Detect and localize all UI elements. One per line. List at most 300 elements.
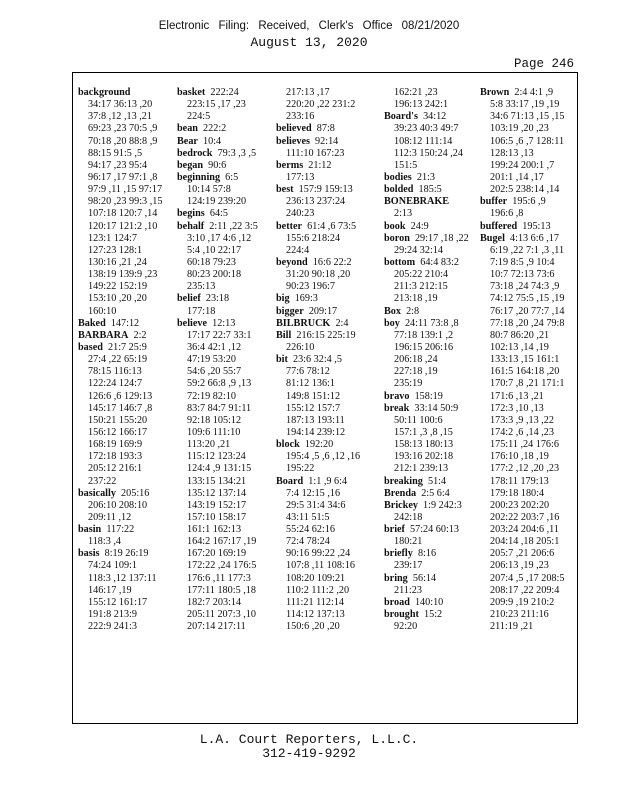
index-refs: 174:2 ,6 ,14 ,23 — [490, 426, 554, 438]
index-refs: 80:7 86:20 ,21 — [490, 329, 550, 341]
index-line — [78, 196, 178, 208]
index-line — [480, 378, 580, 390]
index-refs: 70:18 ,20 88:8 ,9 — [88, 135, 158, 147]
index-line — [480, 463, 580, 475]
index-refs: 96:17 ,17 97:1 ,8 — [88, 171, 158, 183]
index-refs: 172:22 ,24 176:5 — [187, 560, 257, 572]
index-refs: 164:2 167:17 ,19 — [187, 536, 257, 548]
index-refs: 167:20 169:19 — [187, 548, 247, 560]
index-refs: 177:13 — [286, 171, 315, 183]
index-line — [276, 585, 376, 597]
index-line — [384, 123, 484, 135]
index-refs: 111:21 112:14 — [286, 596, 345, 608]
index-term: bedrock — [177, 147, 213, 159]
index-refs: 6:5 — [225, 171, 239, 183]
index-refs: 177:2 ,12 ,20 ,23 — [490, 463, 560, 475]
index-line — [384, 233, 484, 245]
index-refs: 175:11 ,24 176:6 — [490, 439, 559, 451]
index-line — [276, 391, 376, 403]
index-refs: 202:22 203:7 ,16 — [490, 511, 560, 523]
index-refs: 3:10 ,17 4:6 ,12 — [187, 232, 252, 244]
index-refs: 123:1 124:7 — [88, 232, 137, 244]
index-line — [480, 609, 580, 621]
index-term: belief — [177, 293, 201, 305]
reporter-phone: 312-419-9292 — [262, 746, 356, 761]
index-line — [480, 512, 580, 524]
index-refs: 77:6 78:12 — [286, 366, 330, 378]
index-refs: 111:10 167:23 — [286, 147, 345, 159]
index-line — [276, 136, 376, 148]
index-line — [78, 548, 178, 560]
index-term: brought — [384, 609, 419, 621]
index-line — [177, 427, 277, 439]
index-term: based — [78, 341, 103, 353]
index-line — [480, 560, 580, 572]
index-refs: 160:10 — [88, 305, 117, 317]
index-line — [384, 184, 484, 196]
index-column-2 — [177, 87, 277, 633]
index-refs: 29:24 32:14 — [394, 244, 443, 256]
index-refs: 138:19 139:9 ,23 — [88, 269, 158, 281]
index-refs: 203:24 204:6 ,11 — [490, 524, 559, 536]
filing-stamp: Electronic Filing: Received, Clerk's Office 08/21/2020 — [158, 20, 460, 32]
index-line — [78, 172, 178, 184]
index-refs: 5:8 33:17 ,19 ,19 — [490, 99, 560, 111]
index-line — [384, 269, 484, 281]
index-line — [276, 573, 376, 585]
index-refs: 210:23 211:16 — [490, 609, 549, 621]
index-line — [177, 281, 277, 293]
index-term: Baked — [78, 317, 106, 329]
index-refs: 33:14 50:9 — [414, 402, 459, 414]
index-refs: 72:19 82:10 — [187, 390, 236, 402]
index-line — [384, 548, 484, 560]
index-line — [276, 233, 376, 245]
index-line — [177, 318, 277, 330]
index-refs: 69:23 ,23 70:5 ,9 — [88, 123, 158, 135]
index-refs: 2:4 4:1 ,9 — [514, 87, 554, 98]
index-term: Bugel — [480, 232, 505, 244]
index-refs: 135:12 137:14 — [187, 487, 247, 499]
index-line — [276, 512, 376, 524]
index-refs: 127:23 128:1 — [88, 244, 143, 256]
index-refs: 168:19 169:9 — [88, 439, 143, 451]
index-term: best — [276, 184, 294, 196]
index-line — [480, 245, 580, 257]
index-line — [177, 148, 277, 160]
index-term: book — [384, 220, 406, 232]
index-refs: 74:24 109:1 — [88, 560, 137, 572]
index-line — [480, 233, 580, 245]
index-refs: 233:16 — [286, 111, 315, 123]
index-refs: 143:19 152:17 — [187, 499, 247, 511]
index-line — [276, 403, 376, 415]
index-refs: 51:4 — [427, 475, 447, 487]
index-term: BONEBRAKE — [384, 196, 450, 208]
index-term: bolded — [384, 184, 414, 196]
index-refs: 145:17 146:7 ,8 — [88, 402, 153, 414]
index-refs: 147:12 — [110, 317, 140, 329]
index-refs: 205:16 — [121, 487, 150, 499]
index-refs: 57:24 60:13 — [410, 524, 459, 536]
index-line — [480, 366, 580, 378]
index-line — [78, 451, 178, 463]
index-line — [276, 196, 376, 208]
index-refs: 98:20 ,23 99:3 ,15 — [88, 196, 163, 208]
hearing-date: August 13, 2020 — [250, 35, 368, 50]
index-refs: 194:14 239:12 — [286, 426, 346, 438]
index-line — [78, 342, 178, 354]
index-line — [384, 354, 484, 366]
index-line — [480, 196, 580, 208]
index-line — [480, 573, 580, 585]
index-refs: 107:8 ,11 108:16 — [286, 560, 355, 572]
index-refs: 124:19 239:20 — [187, 196, 247, 208]
index-line — [384, 439, 484, 451]
index-refs: 90:23 196:7 — [286, 281, 335, 293]
index-refs: 172:18 193:3 — [88, 451, 143, 463]
index-refs: 162:21 ,23 — [394, 87, 438, 98]
index-term: beginning — [177, 171, 221, 183]
index-refs: 170:7 ,8 ,21 171:1 — [490, 378, 565, 390]
index-line — [480, 439, 580, 451]
index-refs: 2:11 ,22 3:5 — [209, 220, 258, 232]
index-refs: 200:23 202:20 — [490, 499, 550, 511]
index-line — [276, 318, 376, 330]
index-column-3 — [276, 87, 376, 633]
index-line — [480, 488, 580, 500]
index-refs: 208:17 ,22 209:4 — [490, 584, 560, 596]
index-refs: 7:19 8:5 ,9 10:4 — [490, 256, 555, 268]
index-refs: 205:7 ,21 206:6 — [490, 548, 555, 560]
index-refs: 54:6 ,20 55:7 — [187, 366, 242, 378]
index-line — [177, 306, 277, 318]
index-refs: 195:6 ,9 — [512, 196, 546, 208]
index-line — [177, 548, 277, 560]
index-line — [78, 123, 178, 135]
index-line — [177, 136, 277, 148]
index-line — [78, 208, 178, 220]
index-line — [276, 87, 376, 99]
index-refs: 211:19 ,21 — [490, 621, 534, 633]
index-refs: 169:3 — [294, 293, 318, 305]
index-refs: 27:4 ,22 65:19 — [88, 354, 148, 366]
index-line — [78, 293, 178, 305]
index-refs: 207:14 217:11 — [187, 621, 246, 633]
index-refs: 17:17 22:7 33:1 — [187, 329, 252, 341]
index-refs: 108:12 111:14 — [394, 135, 453, 147]
index-refs: 149:22 152:19 — [88, 281, 148, 293]
index-refs: 55:24 62:16 — [286, 524, 335, 536]
index-term: BILBRUCK — [276, 317, 331, 329]
index-refs: 118:3 ,12 137:11 — [88, 572, 157, 584]
index-refs: 74:12 75:5 ,15 ,19 — [490, 293, 565, 305]
index-line — [276, 451, 376, 463]
index-line — [384, 512, 484, 524]
index-line — [177, 378, 277, 390]
index-line — [384, 111, 484, 123]
index-line — [384, 99, 484, 111]
index-refs: 39:23 40:3 49:7 — [394, 123, 459, 135]
index-refs: 34:12 — [423, 111, 447, 123]
index-line — [480, 536, 580, 548]
index-line — [480, 306, 580, 318]
index-refs: 240:23 — [286, 208, 315, 220]
index-refs: 2:4 — [335, 317, 349, 329]
index-refs: 217:13 ,17 — [286, 87, 330, 98]
index-term: behalf — [177, 220, 205, 232]
index-refs: 206:18 ,24 — [394, 354, 438, 366]
index-term: bit — [276, 354, 288, 366]
index-term: begins — [177, 208, 205, 220]
index-refs: 173:3 ,9 ,13 ,22 — [490, 414, 554, 426]
index-term: believe — [177, 317, 207, 329]
index-term: Brenda — [384, 487, 417, 499]
index-line — [384, 476, 484, 488]
index-line — [384, 451, 484, 463]
index-refs: 196:13 242:1 — [394, 99, 449, 111]
index-line — [78, 500, 178, 512]
index-line — [276, 476, 376, 488]
index-refs: 239:17 — [394, 560, 423, 572]
index-line — [78, 560, 178, 572]
index-refs: 199:24 200:1 ,7 — [490, 159, 555, 171]
index-line — [480, 111, 580, 123]
index-line — [276, 536, 376, 548]
index-line — [384, 221, 484, 233]
index-refs: 29:5 31:4 34:6 — [286, 499, 346, 511]
index-refs: 176:6 ,11 177:3 — [187, 572, 251, 584]
index-line — [480, 403, 580, 415]
index-term: Bear — [177, 135, 198, 147]
index-refs: 161:5 164:18 ,20 — [490, 366, 560, 378]
index-line — [177, 585, 277, 597]
index-refs: 115:12 123:24 — [187, 451, 246, 463]
index-line — [384, 378, 484, 390]
index-refs: 156:12 166:17 — [88, 426, 148, 438]
index-term: bottom — [384, 256, 416, 268]
index-line — [177, 439, 277, 451]
index-line — [78, 269, 178, 281]
index-line — [177, 184, 277, 196]
index-refs: 205:22 210:4 — [394, 269, 449, 281]
index-line — [276, 269, 376, 281]
index-line — [276, 172, 376, 184]
index-refs: 157:1 ,3 ,8 ,15 — [394, 426, 453, 438]
index-refs: 122:24 124:7 — [88, 378, 143, 390]
index-line — [177, 403, 277, 415]
index-line — [276, 221, 376, 233]
index-line — [384, 609, 484, 621]
index-refs: 34:6 71:13 ,15 ,15 — [490, 111, 565, 123]
index-line — [78, 621, 178, 633]
index-refs: 180:21 — [394, 536, 423, 548]
index-line — [480, 136, 580, 148]
index-refs: 242:18 — [394, 511, 423, 523]
index-line — [78, 160, 178, 172]
index-line — [177, 221, 277, 233]
index-term: bring — [384, 572, 408, 584]
index-line — [78, 476, 178, 488]
index-refs: 114:12 137:13 — [286, 609, 345, 621]
index-line — [276, 160, 376, 172]
index-line — [177, 293, 277, 305]
index-line — [177, 609, 277, 621]
index-line — [177, 172, 277, 184]
index-refs: 10:7 72:13 73:6 — [490, 269, 555, 281]
index-refs: 212:1 239:13 — [394, 463, 449, 475]
index-line — [276, 548, 376, 560]
index-line — [276, 439, 376, 451]
index-line — [480, 415, 580, 427]
index-line — [480, 548, 580, 560]
index-term: believes — [276, 135, 310, 147]
index-line — [177, 573, 277, 585]
index-refs: 108:20 109:21 — [286, 572, 346, 584]
index-line — [384, 196, 484, 208]
index-refs: 77:18 139:1 ,2 — [394, 329, 454, 341]
index-line — [480, 87, 580, 99]
index-line — [480, 269, 580, 281]
index-line — [78, 427, 178, 439]
index-line — [177, 500, 277, 512]
index-line — [384, 245, 484, 257]
index-refs: 161:1 162:13 — [187, 524, 242, 536]
index-line — [276, 463, 376, 475]
index-line — [384, 148, 484, 160]
index-refs: 50:11 100:6 — [394, 414, 443, 426]
index-refs: 187:13 193:11 — [286, 414, 345, 426]
index-refs: 8:19 26:19 — [104, 548, 149, 560]
index-line — [177, 269, 277, 281]
index-line — [177, 111, 277, 123]
index-line — [177, 245, 277, 257]
index-term: bravo — [384, 390, 410, 402]
index-line — [384, 415, 484, 427]
index-line — [78, 221, 178, 233]
index-refs: 47:19 53:20 — [187, 354, 236, 366]
index-refs: 5:4 ,10 22:17 — [187, 244, 242, 256]
index-line — [384, 463, 484, 475]
index-refs: 21:7 25:9 — [108, 341, 147, 353]
index-refs: 72:4 78:24 — [286, 536, 330, 548]
index-refs: 2:13 — [394, 208, 413, 220]
index-refs: 235:19 — [394, 378, 423, 390]
index-line — [177, 342, 277, 354]
index-line — [480, 184, 580, 196]
index-refs: 94:17 ,23 95:4 — [88, 159, 148, 171]
index-line — [384, 208, 484, 220]
index-refs: 24:11 73:8 ,8 — [404, 317, 459, 329]
index-line — [384, 366, 484, 378]
index-refs: 109:6 111:10 — [187, 426, 241, 438]
index-refs: 149:8 151:12 — [286, 390, 341, 402]
index-line — [384, 488, 484, 500]
index-line — [177, 330, 277, 342]
index-line — [384, 524, 484, 536]
index-line — [480, 427, 580, 439]
index-term: buffered — [480, 220, 518, 232]
index-line — [480, 293, 580, 305]
index-line — [276, 123, 376, 135]
index-refs: 61:4 ,6 73:5 — [307, 220, 357, 232]
index-line — [384, 293, 484, 305]
index-line — [78, 184, 178, 196]
index-line — [480, 451, 580, 463]
index-line — [276, 293, 376, 305]
index-refs: 76:17 ,20 77:7 ,14 — [490, 305, 565, 317]
index-line — [276, 245, 376, 257]
index-refs: 195:22 — [286, 463, 315, 475]
index-line — [384, 172, 484, 184]
index-line — [480, 330, 580, 342]
index-refs: 172:3 ,10 ,13 — [490, 402, 544, 414]
index-line — [384, 403, 484, 415]
index-term: Board's — [384, 111, 418, 123]
index-refs: 193:16 202:18 — [394, 451, 454, 463]
index-refs: 177:18 — [187, 305, 216, 317]
index-refs: 155:6 218:24 — [286, 232, 341, 244]
index-refs: 176:10 ,18 ,19 — [490, 451, 549, 463]
index-line — [78, 87, 178, 99]
index-refs: 140:10 — [414, 596, 444, 608]
index-line — [177, 160, 277, 172]
index-refs: 59:2 66:8 ,9 ,13 — [187, 378, 252, 390]
index-term: boy — [384, 317, 400, 329]
index-refs: 158:13 180:13 — [394, 439, 454, 451]
index-term: berms — [276, 159, 304, 171]
index-refs: 222:9 241:3 — [88, 621, 137, 633]
index-refs: 220:20 ,22 231:2 — [286, 99, 356, 111]
index-term: basin — [78, 524, 102, 536]
index-refs: 117:22 — [106, 524, 135, 536]
index-refs: 118:3 ,4 — [88, 536, 122, 548]
index-line — [480, 208, 580, 220]
index-term: breaking — [384, 475, 423, 487]
index-line — [384, 318, 484, 330]
index-line — [78, 330, 178, 342]
index-line — [177, 560, 277, 572]
index-line — [276, 342, 376, 354]
index-refs: 92:14 — [315, 135, 339, 147]
index-term: big — [276, 293, 290, 305]
index-refs: 103:19 ,20 ,23 — [490, 123, 549, 135]
index-refs: 151:5 — [394, 159, 418, 171]
index-term: broad — [384, 596, 410, 608]
index-line — [384, 621, 484, 633]
index-refs: 64:4 83:2 — [420, 256, 459, 268]
index-term: block — [276, 439, 300, 451]
index-line — [177, 451, 277, 463]
index-refs: 216:15 225:19 — [296, 329, 356, 341]
index-refs: 7:4 12:15 ,16 — [286, 487, 341, 499]
index-refs: 36:4 42:1 ,12 — [187, 341, 242, 353]
index-line — [480, 342, 580, 354]
index-refs: 80:23 200:18 — [187, 269, 242, 281]
index-line — [480, 621, 580, 633]
index-refs: 192:20 — [304, 439, 334, 451]
index-line — [384, 391, 484, 403]
index-refs: 150:21 155:20 — [88, 414, 148, 426]
index-refs: 204:14 ,18 205:1 — [490, 536, 560, 548]
index-refs: 37:8 ,12 ,13 ,21 — [88, 111, 152, 123]
index-line — [384, 257, 484, 269]
index-refs: 110:2 111:2 ,20 — [286, 584, 350, 596]
index-refs: 21:12 — [308, 159, 332, 171]
index-refs: 209:17 — [308, 305, 338, 317]
index-line — [276, 306, 376, 318]
index-refs: 90:16 99:22 ,24 — [286, 548, 351, 560]
